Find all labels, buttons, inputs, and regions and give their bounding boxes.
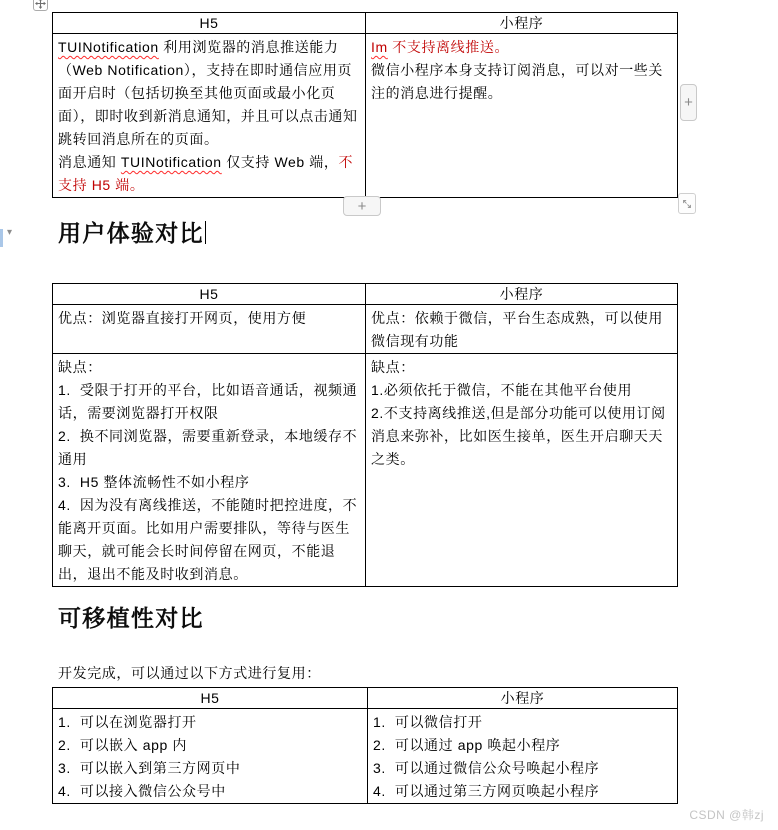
- list-item[interactable]: 2. 换不同浏览器，需要重新登录，本地缓存不通用: [58, 428, 358, 467]
- list-item[interactable]: 3. 可以嵌入到第三方网页中: [58, 760, 241, 776]
- paragraph[interactable]: 消息通知 TUINotification 仅支持 Web 端，不支持 H5 端。: [58, 154, 354, 193]
- paragraph[interactable]: 微信小程序本身支持订阅消息，可以对一些关注的消息进行提醒。: [371, 62, 663, 101]
- table2-pros-h5[interactable]: [53, 305, 366, 354]
- text-cursor: [205, 221, 207, 244]
- table-message-push: [52, 12, 678, 198]
- table3-header-h5[interactable]: H5: [53, 688, 368, 709]
- paragraph[interactable]: 缺点：: [371, 359, 415, 375]
- table-row-cons: [53, 354, 678, 587]
- portability-intro-paragraph[interactable]: 开发完成，可以通过以下方式进行复用：: [58, 665, 321, 681]
- table-row: [53, 34, 678, 198]
- table-header-row: [53, 13, 678, 34]
- list-item[interactable]: 4. 可以通过第三方网页唤起小程序: [373, 783, 600, 799]
- outline-collapse-icon[interactable]: ▾: [7, 227, 13, 238]
- heading-text: 可移植性对比: [58, 605, 204, 631]
- table2-cons-miniprogram[interactable]: [366, 354, 678, 587]
- table2-pros-miniprogram[interactable]: [366, 305, 678, 354]
- table1-header-miniprogram[interactable]: 小程序: [366, 13, 678, 34]
- list-item[interactable]: 3. H5 整体流畅性不如小程序: [58, 474, 250, 490]
- add-column-button[interactable]: [680, 84, 697, 121]
- paragraph[interactable]: Im 不支持离线推送。: [371, 39, 510, 55]
- table-header-row: [53, 688, 678, 709]
- list-item[interactable]: 2. 可以嵌入 app 内: [58, 737, 187, 753]
- add-row-button[interactable]: [343, 196, 381, 216]
- table2-cons-h5[interactable]: [53, 354, 366, 587]
- paragraph[interactable]: 缺点：: [58, 359, 102, 375]
- move-arrows-icon: [35, 0, 46, 9]
- table-resize-handle[interactable]: [678, 193, 696, 214]
- list-item[interactable]: 2. 可以通过 app 唤起小程序: [373, 737, 561, 753]
- list-item[interactable]: 3. 可以通过微信公众号唤起小程序: [373, 760, 600, 776]
- table1-cell-miniprogram[interactable]: [366, 34, 678, 198]
- plus-icon: +: [684, 94, 693, 111]
- csdn-watermark: CSDN @韩zj: [689, 808, 764, 822]
- list-item[interactable]: 1.必须依托于微信，不能在其他平台使用: [371, 382, 633, 398]
- table1-header-h5[interactable]: H5: [53, 13, 366, 34]
- table-move-handle-icon[interactable]: [33, 0, 48, 11]
- table-user-experience: [52, 283, 678, 587]
- table2-header-miniprogram[interactable]: 小程序: [366, 284, 678, 305]
- table2-header-h5[interactable]: H5: [53, 284, 366, 305]
- list-item[interactable]: 1. 可以微信打开: [373, 714, 483, 730]
- list-item[interactable]: 1. 可以在浏览器打开: [58, 714, 197, 730]
- table3-cell-miniprogram[interactable]: [368, 709, 678, 804]
- paragraph[interactable]: 优点：依赖于微信，平台生态成熟，可以使用微信现有功能: [371, 310, 663, 349]
- paragraph[interactable]: 优点：浏览器直接打开网页，使用方便: [58, 310, 307, 326]
- plus-icon: +: [357, 197, 367, 215]
- heading-portability[interactable]: [58, 604, 204, 632]
- table-portability: [52, 687, 678, 804]
- table3-header-miniprogram[interactable]: 小程序: [368, 688, 678, 709]
- list-item[interactable]: 4. 可以接入微信公众号中: [58, 783, 226, 799]
- list-item[interactable]: 4. 因为没有离线推送，不能随时把控进度，不能离开页面。比如用户需要排队，等待与医生聊天，就可能会长时间停留在网页，不能退出，退出不能及时收到消息。: [58, 497, 358, 582]
- table-row-pros: [53, 305, 678, 354]
- outline-selection-bar: [0, 229, 3, 247]
- table-row: [53, 709, 678, 804]
- paragraph[interactable]: TUINotification 利用浏览器的消息推送能力（Web Notification），支持在即时通信应用页面开启时（包括切换至其他页面或最小化页面），即时收到新消息通知，并且可以点击通知跳转回消息所在的页面。: [58, 39, 358, 147]
- resize-diagonal-icon: [681, 198, 693, 210]
- table1-cell-h5[interactable]: [53, 34, 366, 198]
- table-header-row: [53, 284, 678, 305]
- heading-text: 用户体验对比: [58, 220, 204, 246]
- list-item[interactable]: 1. 受限于打开的平台，比如语音通话，视频通话，需要浏览器打开权限: [58, 382, 358, 421]
- table3-cell-h5[interactable]: [53, 709, 368, 804]
- list-item[interactable]: 2.不支持离线推送,但是部分功能可以使用订阅消息来弥补，比如医生接单，医生开启聊天天之类。: [371, 405, 666, 467]
- heading-user-experience[interactable]: [58, 219, 206, 247]
